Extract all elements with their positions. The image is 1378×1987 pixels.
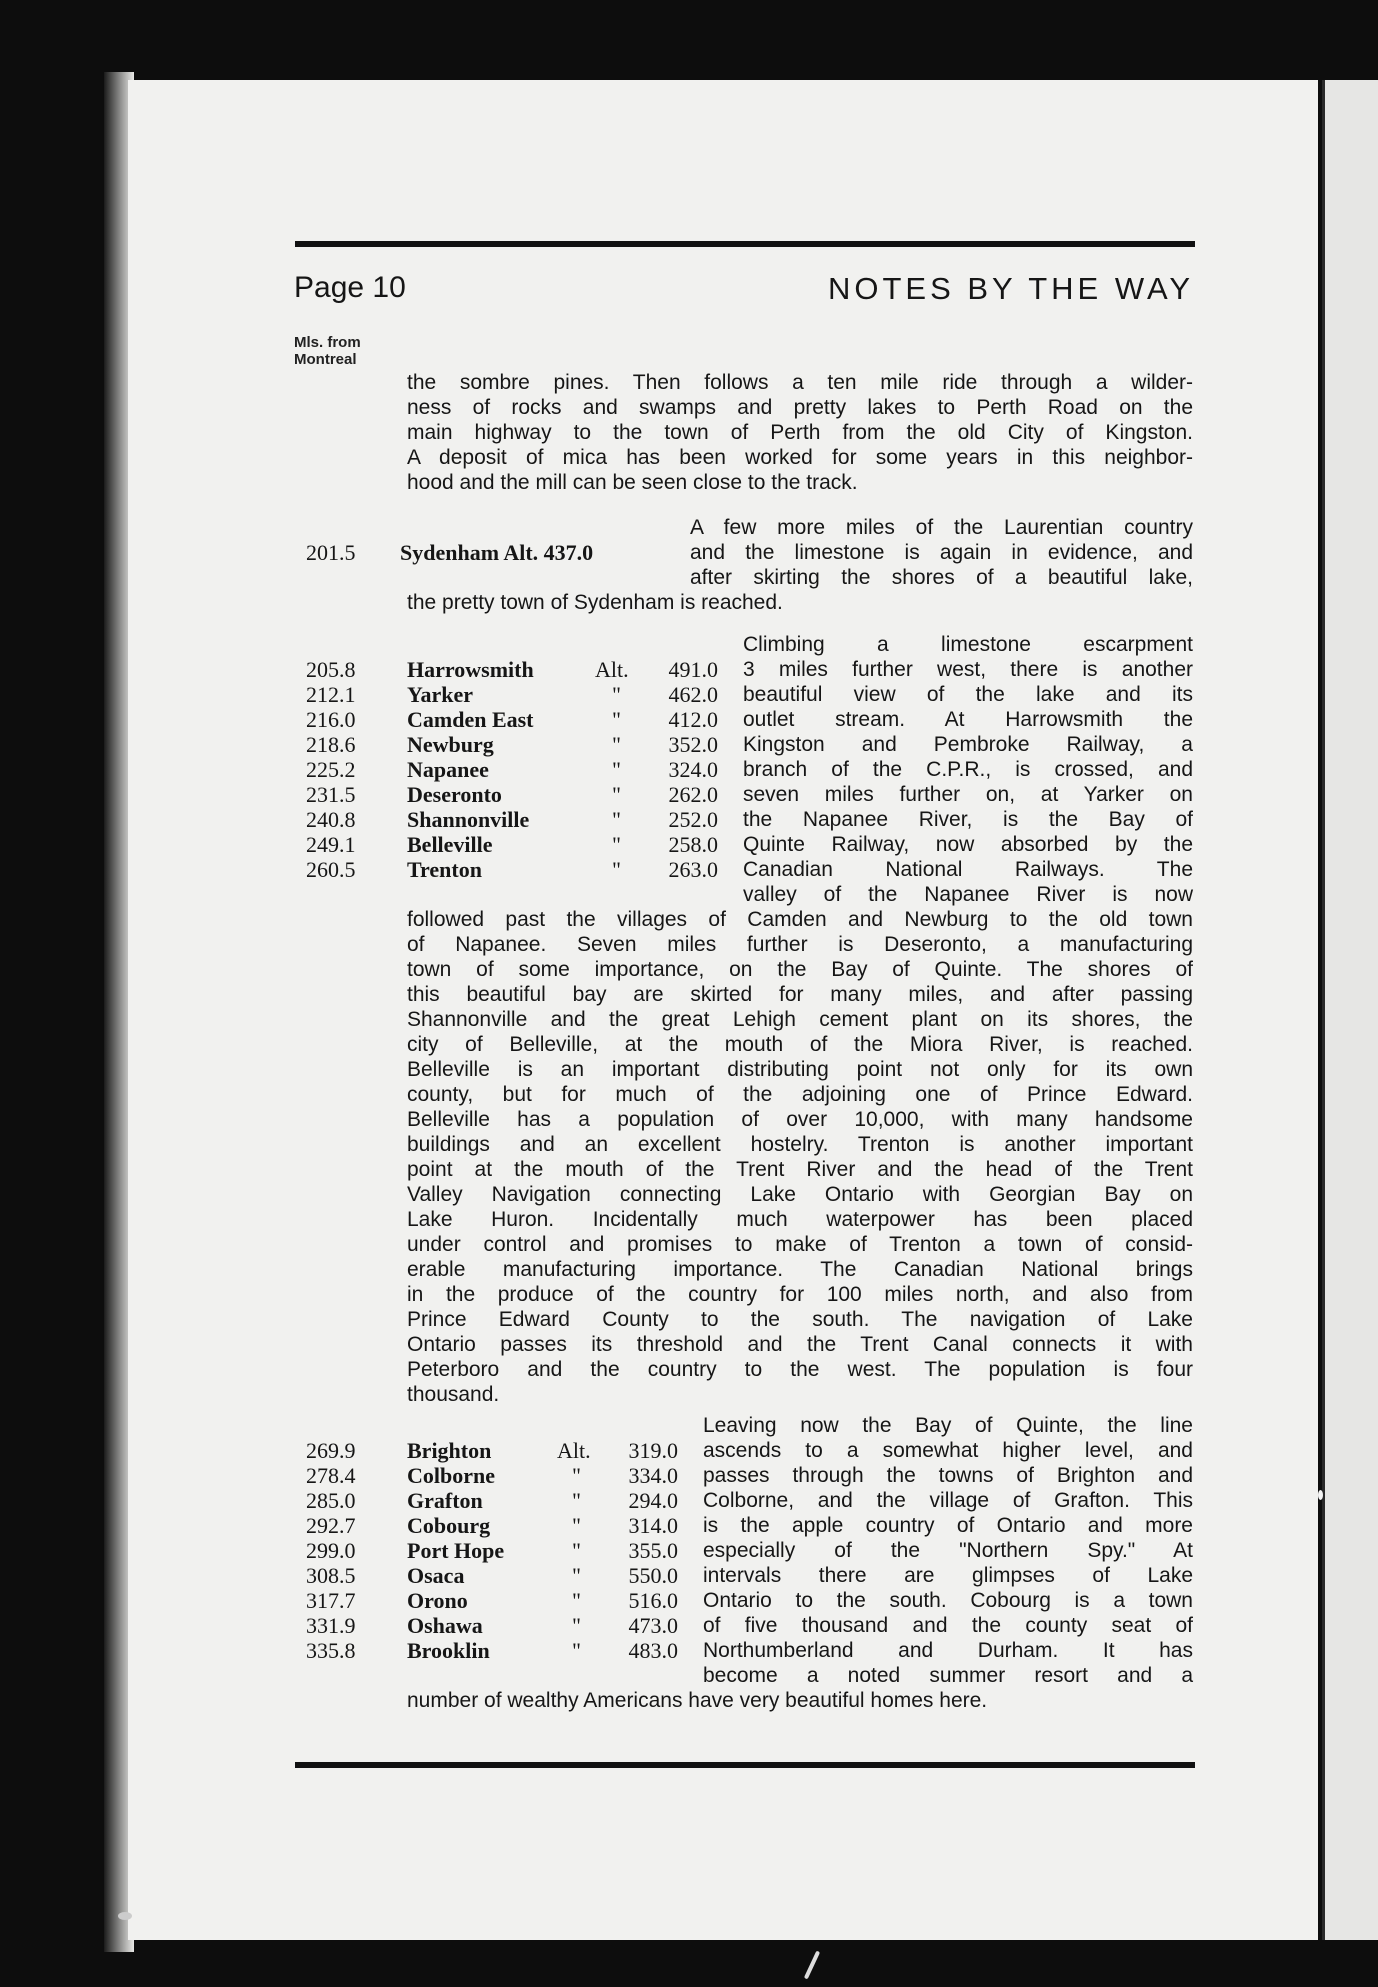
side-text-line: 3 miles further west, there is another [743, 658, 1193, 681]
station-name: Trenton [407, 857, 482, 882]
side-text-line: outlet stream. At Harrowsmith the [743, 708, 1193, 731]
ditto-mark: " [572, 1588, 581, 1613]
station-altitude: 262.0 [668, 782, 718, 807]
station-name: Osaca [407, 1563, 465, 1588]
side-text-line: intervals there are glimpses of Lake [703, 1564, 1193, 1587]
intro-line: main highway to the town of Perth from the old City of Kingston. [407, 421, 1193, 444]
header-rule [295, 241, 1195, 247]
running-title: NOTES BY THE WAY [827, 271, 1194, 306]
column-label-line: Montreal [294, 351, 357, 368]
altitude-label: Alt. [595, 657, 629, 682]
station-name: Napanee [407, 757, 489, 782]
station-name: Deseronto [407, 782, 502, 807]
scan-speck [118, 1912, 132, 1920]
station-mileage: 212.1 [306, 682, 356, 707]
body-line: Shannonville and the great Lehigh cement plant on its shores, the [407, 1008, 1193, 1031]
station-altitude: 294.0 [628, 1488, 678, 1513]
ditto-mark: " [612, 732, 621, 757]
sydenham-line: the pretty town of Sydenham is reached. [407, 591, 783, 614]
body-line: Lake Huron. Incidentally much waterpower has been placed [407, 1208, 1193, 1231]
sydenham-station-text: Sydenham Alt. 437.0 [400, 540, 594, 565]
station-mileage: 205.8 [306, 657, 356, 682]
body-line: town of some importance, on the Bay of Quinte. The shores of [407, 958, 1193, 981]
station-altitude: 483.0 [628, 1638, 678, 1663]
station-altitude: 352.0 [668, 732, 718, 757]
side-text-line: become a noted summer resort and a [703, 1664, 1193, 1687]
station-altitude: 516.0 [628, 1588, 678, 1613]
body-line: followed past the villages of Camden and Newburg to the old town [407, 908, 1193, 931]
side-text-line: Climbing a limestone escarpment [743, 633, 1193, 656]
station-name: Oshawa [407, 1613, 483, 1638]
ditto-mark: " [612, 832, 621, 857]
body-line: number of wealthy Americans have very beautiful homes here. [407, 1689, 988, 1712]
station-altitude: 319.0 [628, 1438, 678, 1463]
scan-speck [1318, 1490, 1323, 1500]
ditto-mark: " [612, 757, 621, 782]
station-name: Yarker [407, 682, 473, 707]
side-text-line: Colborne, and the village of Grafton. This [703, 1489, 1193, 1512]
station-name: Newburg [407, 732, 494, 757]
page-number: Page 10 [294, 271, 406, 304]
station-name: Belleville [407, 832, 493, 857]
ditto-mark: " [572, 1463, 581, 1488]
station-altitude: 258.0 [668, 832, 718, 857]
body-line: Prince Edward County to the south. The navigation of Lake [407, 1308, 1193, 1331]
station-mileage: 285.0 [306, 1488, 356, 1513]
station-mileage: 335.8 [306, 1638, 356, 1663]
ditto-mark: " [612, 782, 621, 807]
body-line: county, but for much of the adjoining one of Prince Edward. [407, 1083, 1193, 1106]
side-text-line: Northumberland and Durham. It has [703, 1639, 1193, 1662]
altitude-label: Alt. [557, 1438, 591, 1463]
body-line: this beautiful bay are skirted for many miles, and after passing [407, 983, 1193, 1006]
ditto-mark: " [572, 1488, 581, 1513]
body-line: Belleville is an important distributing point not only for its own [407, 1058, 1193, 1081]
side-text-line: especially of the "Northern Spy." At [703, 1539, 1193, 1562]
column-label-line: Mls. from [294, 334, 361, 351]
body-line: in the produce of the country for 100 miles north, and also from [407, 1283, 1193, 1306]
station-altitude: 473.0 [628, 1613, 678, 1638]
station-altitude: 412.0 [668, 707, 718, 732]
station-name: Grafton [407, 1488, 483, 1513]
mileage-column-label [294, 334, 361, 368]
side-text-line: Ontario to the south. Cobourg is a town [703, 1589, 1193, 1612]
side-text-line: ascends to a somewhat higher level, and [703, 1439, 1193, 1462]
intro-line: the sombre pines. Then follows a ten mile ride through a wilder- [407, 371, 1193, 394]
station-altitude: 550.0 [628, 1563, 678, 1588]
station-mileage: 216.0 [306, 707, 356, 732]
station-mileage: 218.6 [306, 732, 356, 757]
station-name: Colborne [407, 1463, 495, 1488]
station-altitude: 252.0 [668, 807, 718, 832]
station-altitude: 355.0 [628, 1538, 678, 1563]
station-mileage: 269.9 [306, 1438, 356, 1463]
body-line: Ontario passes its threshold and the Trent Canal connects it with [407, 1333, 1193, 1356]
ditto-mark: " [572, 1613, 581, 1638]
ditto-mark: " [612, 807, 621, 832]
facing-page-edge [1322, 80, 1378, 1940]
station-name: Orono [407, 1588, 468, 1613]
station-name: Brooklin [407, 1638, 490, 1663]
body-line: thousand. [407, 1383, 500, 1406]
side-text-line: Leaving now the Bay of Quinte, the line [703, 1414, 1193, 1437]
station-name: Camden East [407, 707, 534, 732]
station-mileage: 260.5 [306, 857, 356, 882]
side-text-line: valley of the Napanee River is now [743, 883, 1193, 906]
side-text-line: the Napanee River, is the Bay of [743, 808, 1193, 831]
ditto-mark: " [612, 707, 621, 732]
station-name: Harrowsmith [407, 657, 534, 682]
station-altitude: 263.0 [668, 857, 718, 882]
intro-line: ness of rocks and swamps and pretty lakes to Perth Road on the [407, 396, 1193, 419]
sydenham-line: A few more miles of the Laurentian country [690, 516, 1193, 539]
scan-speck [804, 1951, 820, 1980]
sydenham-line: after skirting the shores of a beautiful lake, [690, 566, 1193, 589]
body-line: Peterboro and the country to the west. The population is four [407, 1358, 1193, 1381]
intro-line: A deposit of mica has been worked for some years in this neighbor- [407, 446, 1193, 469]
ditto-mark: " [572, 1563, 581, 1588]
side-text-line: of five thousand and the county seat of [703, 1614, 1193, 1637]
sydenham-mileage: 201.5 [306, 540, 356, 565]
station-altitude: 334.0 [628, 1463, 678, 1488]
station-mileage: 240.8 [306, 807, 356, 832]
station-altitude: 314.0 [628, 1513, 678, 1538]
station-name: Brighton [407, 1438, 492, 1463]
ditto-mark: " [612, 857, 621, 882]
side-text-line: Kingston and Pembroke Railway, a [743, 733, 1193, 756]
station-mileage: 308.5 [306, 1563, 356, 1588]
station-mileage: 249.1 [306, 832, 356, 857]
station-mileage: 299.0 [306, 1538, 356, 1563]
ditto-mark: " [572, 1638, 581, 1663]
station-name: Port Hope [407, 1538, 505, 1563]
sydenham-line: and the limestone is again in evidence, and [690, 541, 1193, 564]
station-altitude: 462.0 [668, 682, 718, 707]
body-line: point at the mouth of the Trent River and the head of the Trent [407, 1158, 1193, 1181]
intro-line: hood and the mill can be seen close to the track. [407, 471, 858, 494]
footer-rule [295, 1762, 1195, 1768]
body-line: buildings and an excellent hostelry. Trenton is another important [407, 1133, 1193, 1156]
body-line: of Napanee. Seven miles further is Deseronto, a manufacturing [407, 933, 1193, 956]
station-name: Cobourg [407, 1513, 491, 1538]
body-line: Valley Navigation connecting Lake Ontario with Georgian Bay on [407, 1183, 1193, 1206]
body-line: erable manufacturing importance. The Canadian National brings [407, 1258, 1193, 1281]
body-line: Belleville has a population of over 10,000, with many handsome [407, 1108, 1193, 1131]
station-mileage: 231.5 [306, 782, 356, 807]
station-altitude: 324.0 [668, 757, 718, 782]
station-mileage: 278.4 [306, 1463, 356, 1488]
station-mileage: 317.7 [306, 1588, 356, 1613]
side-text-line: is the apple country of Ontario and more [703, 1514, 1193, 1537]
side-text-line: beautiful view of the lake and its [743, 683, 1193, 706]
side-text-line: seven miles further on, at Yarker on [743, 783, 1193, 806]
station-name: Shannonville [407, 807, 530, 832]
body-line: under control and promises to make of Trenton a town of consid- [407, 1233, 1193, 1256]
side-text-line: passes through the towns of Brighton and [703, 1464, 1193, 1487]
side-text-line: branch of the C.P.R., is crossed, and [743, 758, 1193, 781]
side-text-line: Canadian National Railways. The [743, 858, 1193, 881]
sydenham-station [400, 540, 593, 565]
station-mileage: 225.2 [306, 757, 356, 782]
side-text-line: Quinte Railway, now absorbed by the [743, 833, 1193, 856]
body-line: city of Belleville, at the mouth of the Miora River, is reached. [407, 1033, 1193, 1056]
ditto-mark: " [612, 682, 621, 707]
ditto-mark: " [572, 1513, 581, 1538]
station-altitude: 491.0 [668, 657, 718, 682]
station-mileage: 331.9 [306, 1613, 356, 1638]
ditto-mark: " [572, 1538, 581, 1563]
station-mileage: 292.7 [306, 1513, 356, 1538]
